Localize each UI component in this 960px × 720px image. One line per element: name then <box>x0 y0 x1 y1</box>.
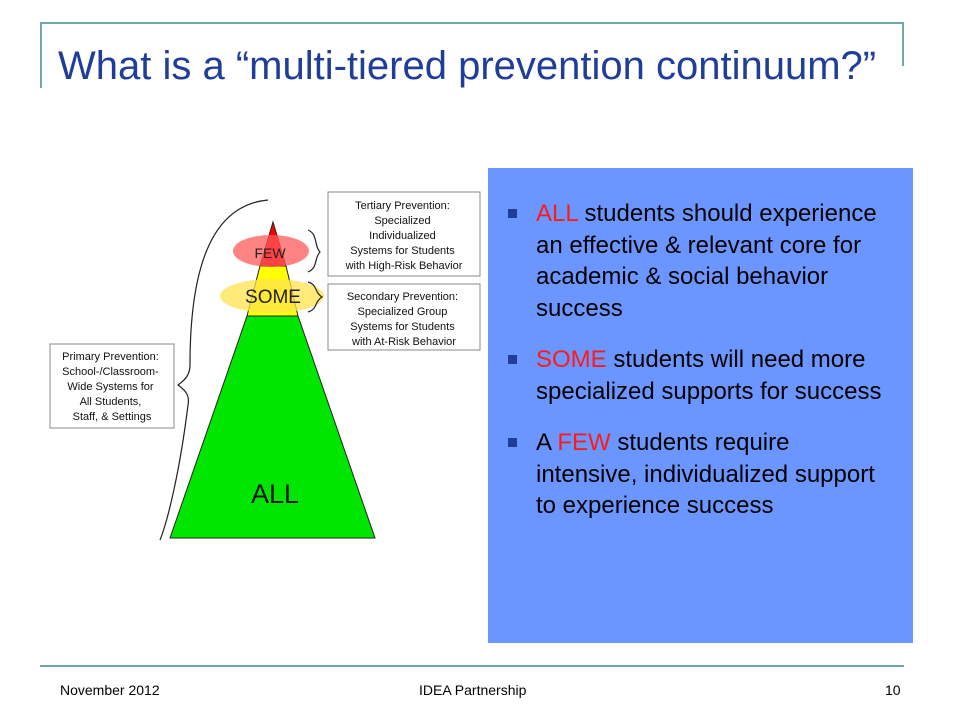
bullet-highlight: ALL <box>536 200 578 227</box>
footer-org: IDEA Partnership <box>419 682 527 698</box>
primary-line-2: School-/Classroom- <box>62 366 159 378</box>
bullet-highlight: FEW <box>557 429 611 456</box>
tertiary-brace <box>308 230 320 272</box>
footer-date: November 2012 <box>60 682 160 698</box>
bullet-item-all <box>496 198 896 324</box>
tertiary-line-4: Systems for Students <box>350 245 455 257</box>
some-label: SOME <box>245 287 301 308</box>
primary-line-4: All Students, <box>79 396 142 408</box>
footer-line <box>40 665 904 667</box>
all-label: ALL <box>250 479 300 509</box>
bullet-prefix: A <box>536 429 558 456</box>
bullet-square-icon <box>508 438 517 447</box>
secondary-line-2: Specialized Group <box>357 306 448 318</box>
footer-page-number: 10 <box>885 682 901 698</box>
bullet-list <box>496 198 896 542</box>
bullet-text: students require intensive, individualized support to experience success <box>536 429 875 519</box>
bullet-panel <box>488 168 913 643</box>
secondary-line-1: Secondary Prevention: <box>346 291 459 303</box>
primary-line-5: Staff, & Settings <box>72 411 152 423</box>
bullet-highlight: SOME <box>536 346 607 373</box>
bullet-square-icon <box>508 209 517 218</box>
bullet-text: students should experience an effective & relevant core for academic & social behavior success <box>536 200 877 322</box>
tertiary-line-5: with High-Risk Behavior <box>345 260 463 272</box>
bullet-square-icon <box>508 355 517 364</box>
secondary-line-4: with At-Risk Behavior <box>352 336 456 348</box>
slide-title: What is a “multi-tiered prevention continuum?” <box>58 44 877 88</box>
few-label: FEW <box>254 245 286 261</box>
bullet-text: students will need more specialized supports for success <box>536 346 882 405</box>
tertiary-line-2: Specialized <box>374 215 431 227</box>
tertiary-line-3: Individualized <box>369 230 436 242</box>
svg-text:Primary Prevention: School <box>62 351 162 423</box>
tertiary-line-1: Tertiary Prevention: <box>355 200 450 212</box>
bullet-item-some <box>496 344 896 407</box>
primary-line-3: Wide Systems for <box>67 381 154 393</box>
bullet-item-few <box>496 427 896 522</box>
secondary-line-3: Systems for Students <box>350 321 455 333</box>
primary-line-1: Primary Prevention: <box>62 351 159 363</box>
